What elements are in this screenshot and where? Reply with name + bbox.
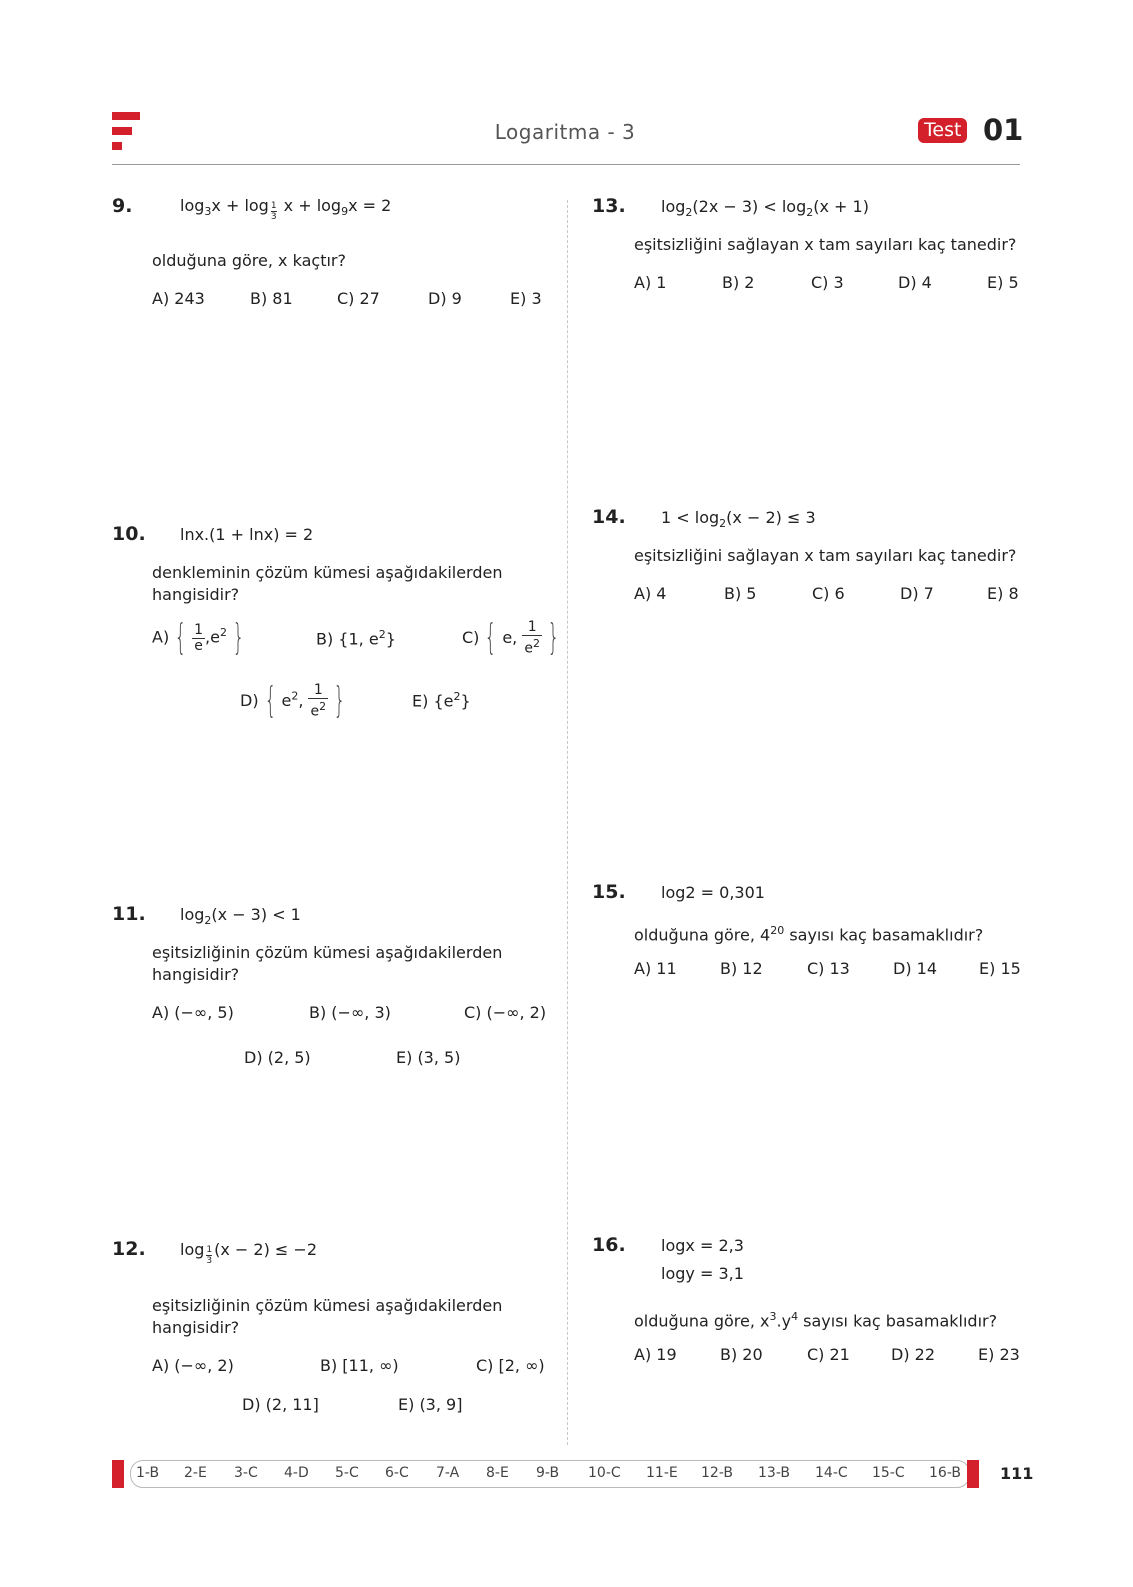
question-10-option-d[interactable]: D) { $e^2$, $\frac{1}{e^2}$ } bbox=[240, 680, 346, 722]
question-11-option-c[interactable]: C) (−∞, 2) bbox=[464, 1003, 547, 1022]
question-11-option-a[interactable]: A) (−∞, 5) bbox=[152, 1003, 234, 1022]
question-15-option-d[interactable]: D) 14 bbox=[893, 959, 938, 978]
question-9-option-b[interactable]: B) 81 bbox=[250, 289, 293, 308]
answer-key-item: 7-A bbox=[436, 1465, 460, 1481]
question-11-option-e[interactable]: E) (3, 5) bbox=[396, 1048, 461, 1067]
question-number-14: 14. bbox=[592, 506, 626, 528]
question-16-expression-2: logy = 3,1 bbox=[661, 1264, 744, 1283]
question-16-option-c[interactable]: C) 21 bbox=[807, 1345, 850, 1364]
answer-key-item: 5-C bbox=[335, 1465, 359, 1481]
question-16-option-a[interactable]: A) 19 bbox=[634, 1345, 677, 1364]
question-9-option-e[interactable]: E) 3 bbox=[510, 289, 542, 308]
question-13-text: eşitsizliğini sağlayan x tam sayıları kaç tanedir? bbox=[634, 235, 1017, 254]
question-10-option-c[interactable]: C) { e, $\frac{1}{e^2}$ } bbox=[462, 617, 560, 659]
question-14-option-a[interactable]: A) 4 bbox=[634, 584, 667, 603]
question-9-text: olduğuna göre, x kaçtır? bbox=[152, 251, 346, 270]
test-number: 01 bbox=[983, 113, 1024, 147]
question-12-expression: log $\frac{1}{3} (x - 2) \le -2$ bbox=[180, 1240, 317, 1266]
question-15-option-c[interactable]: C) 13 bbox=[807, 959, 850, 978]
answer-bar-right-tab bbox=[967, 1460, 979, 1488]
option-e-label: E) bbox=[412, 691, 429, 711]
question-13-option-b[interactable]: B) 2 bbox=[722, 273, 755, 292]
question-13-option-e[interactable]: E) 5 bbox=[987, 273, 1019, 292]
question-number-9: 9. bbox=[112, 195, 133, 217]
answer-key-item: 10-C bbox=[588, 1465, 621, 1481]
question-10-text-line2: hangisidir? bbox=[152, 585, 240, 604]
question-11-option-b[interactable]: B) (−∞, 3) bbox=[309, 1003, 391, 1022]
option-a-label: A) bbox=[152, 627, 170, 647]
answer-key-item: 15-C bbox=[872, 1465, 905, 1481]
answer-bar-left-tab bbox=[112, 1460, 124, 1488]
page-title: Logaritma - 3 bbox=[494, 120, 636, 144]
answer-key-item: 4-D bbox=[284, 1465, 309, 1481]
question-14-option-b[interactable]: B) 5 bbox=[724, 584, 757, 603]
answer-key-item: 12-B bbox=[701, 1465, 733, 1481]
question-11-text-line2: hangisidir? bbox=[152, 965, 240, 984]
question-16-expression-1: logx = 2,3 bbox=[661, 1236, 744, 1255]
question-10-option-a[interactable]: A) { $\frac{1}{e}$ $,e^2$ } bbox=[152, 617, 245, 658]
question-15-option-e[interactable]: E) 15 bbox=[979, 959, 1021, 978]
question-16-option-e[interactable]: E) 23 bbox=[978, 1345, 1020, 1364]
question-9-option-d[interactable]: D) 9 bbox=[428, 289, 462, 308]
question-12-option-c[interactable]: C) [2, ∞) bbox=[476, 1356, 545, 1375]
question-13-expression: $\log_2(2x - 3) < \log_2(x + 1)$ bbox=[661, 197, 869, 220]
answer-key-item: 6-C bbox=[385, 1465, 409, 1481]
question-12-option-d[interactable]: D) (2, 11] bbox=[242, 1395, 319, 1414]
question-10-text-line1: denkleminin çözüm kümesi aşağıdakilerden bbox=[152, 563, 503, 582]
question-15-option-a[interactable]: A) 11 bbox=[634, 959, 677, 978]
question-11-expression: $\log_2(x - 3) < 1$ bbox=[180, 905, 301, 928]
question-number-15: 15. bbox=[592, 881, 626, 903]
question-14-option-d[interactable]: D) 7 bbox=[900, 584, 934, 603]
question-10-option-e[interactable]: E) $\{e^2\}$ bbox=[412, 690, 471, 711]
question-number-11: 11. bbox=[112, 903, 146, 925]
question-16-option-b[interactable]: B) 20 bbox=[720, 1345, 763, 1364]
test-badge: Test bbox=[918, 118, 967, 143]
question-16-option-d[interactable]: D) 22 bbox=[891, 1345, 936, 1364]
question-11-text-line1: eşitsizliğinin çözüm kümesi aşağıdakilerden bbox=[152, 943, 503, 962]
page-number: 111 bbox=[1000, 1464, 1034, 1483]
question-14-text: eşitsizliğini sağlayan x tam sayıları kaç tanedir? bbox=[634, 546, 1017, 565]
answer-key-item: 9-B bbox=[536, 1465, 560, 1481]
question-15-expression: log2 = 0,301 bbox=[661, 883, 765, 902]
question-11-option-d[interactable]: D) (2, 5) bbox=[244, 1048, 311, 1067]
question-16-text: olduğuna göre, $x^3.y^4$ sayısı kaç basamaklıdır? bbox=[634, 1310, 998, 1331]
question-9-expression: $\log_3x + \log$ $\frac{1}{3}$ $x + \log_9x = 2$ bbox=[180, 196, 392, 222]
question-12-option-b[interactable]: B) [11, ∞) bbox=[320, 1356, 399, 1375]
option-b-label: B) bbox=[316, 629, 334, 649]
question-10-option-b[interactable]: B) {1, $e^2$} bbox=[316, 628, 396, 649]
answer-key-item: 1-B bbox=[136, 1465, 160, 1481]
answer-key-item: 11-E bbox=[646, 1465, 678, 1481]
answer-key-item: 2-E bbox=[184, 1465, 207, 1481]
question-9-option-a[interactable]: A) 243 bbox=[152, 289, 205, 308]
question-13-option-a[interactable]: A) 1 bbox=[634, 273, 667, 292]
answer-key-item: 8-E bbox=[486, 1465, 509, 1481]
question-12-text-line1: eşitsizliğinin çözüm kümesi aşağıdakilerden bbox=[152, 1296, 503, 1315]
question-number-10: 10. bbox=[112, 523, 146, 545]
answer-key-item: 3-C bbox=[234, 1465, 258, 1481]
question-15-option-b[interactable]: B) 12 bbox=[720, 959, 763, 978]
question-number-16: 16. bbox=[592, 1234, 626, 1256]
publisher-logo bbox=[112, 112, 142, 152]
question-14-option-e[interactable]: E) 8 bbox=[987, 584, 1019, 603]
question-12-option-e[interactable]: E) (3, 9] bbox=[398, 1395, 463, 1414]
option-d-label: D) bbox=[240, 690, 259, 710]
question-12-option-a[interactable]: A) (−∞, 2) bbox=[152, 1356, 234, 1375]
question-13-option-c[interactable]: C) 3 bbox=[811, 273, 844, 292]
option-c-label: C) bbox=[462, 627, 480, 647]
question-14-option-c[interactable]: C) 6 bbox=[812, 584, 845, 603]
column-divider bbox=[567, 200, 568, 1445]
answer-key-item: 16-B bbox=[929, 1465, 961, 1481]
question-14-expression: $1 < \log_2(x - 2) \le 3$ bbox=[661, 508, 816, 531]
question-12-text-line2: hangisidir? bbox=[152, 1318, 240, 1337]
question-10-expression: lnx.(1 + lnx) = 2 bbox=[180, 525, 314, 544]
question-number-13: 13. bbox=[592, 195, 626, 217]
question-9-option-c[interactable]: C) 27 bbox=[337, 289, 380, 308]
question-15-text: olduğuna göre, $4^{20}$ sayısı kaç basamaklıdır? bbox=[634, 924, 984, 945]
answer-key-item: 13-B bbox=[758, 1465, 790, 1481]
header-divider bbox=[112, 164, 1020, 165]
answer-key-item: 14-C bbox=[815, 1465, 848, 1481]
question-13-option-d[interactable]: D) 4 bbox=[898, 273, 932, 292]
question-number-12: 12. bbox=[112, 1238, 146, 1260]
